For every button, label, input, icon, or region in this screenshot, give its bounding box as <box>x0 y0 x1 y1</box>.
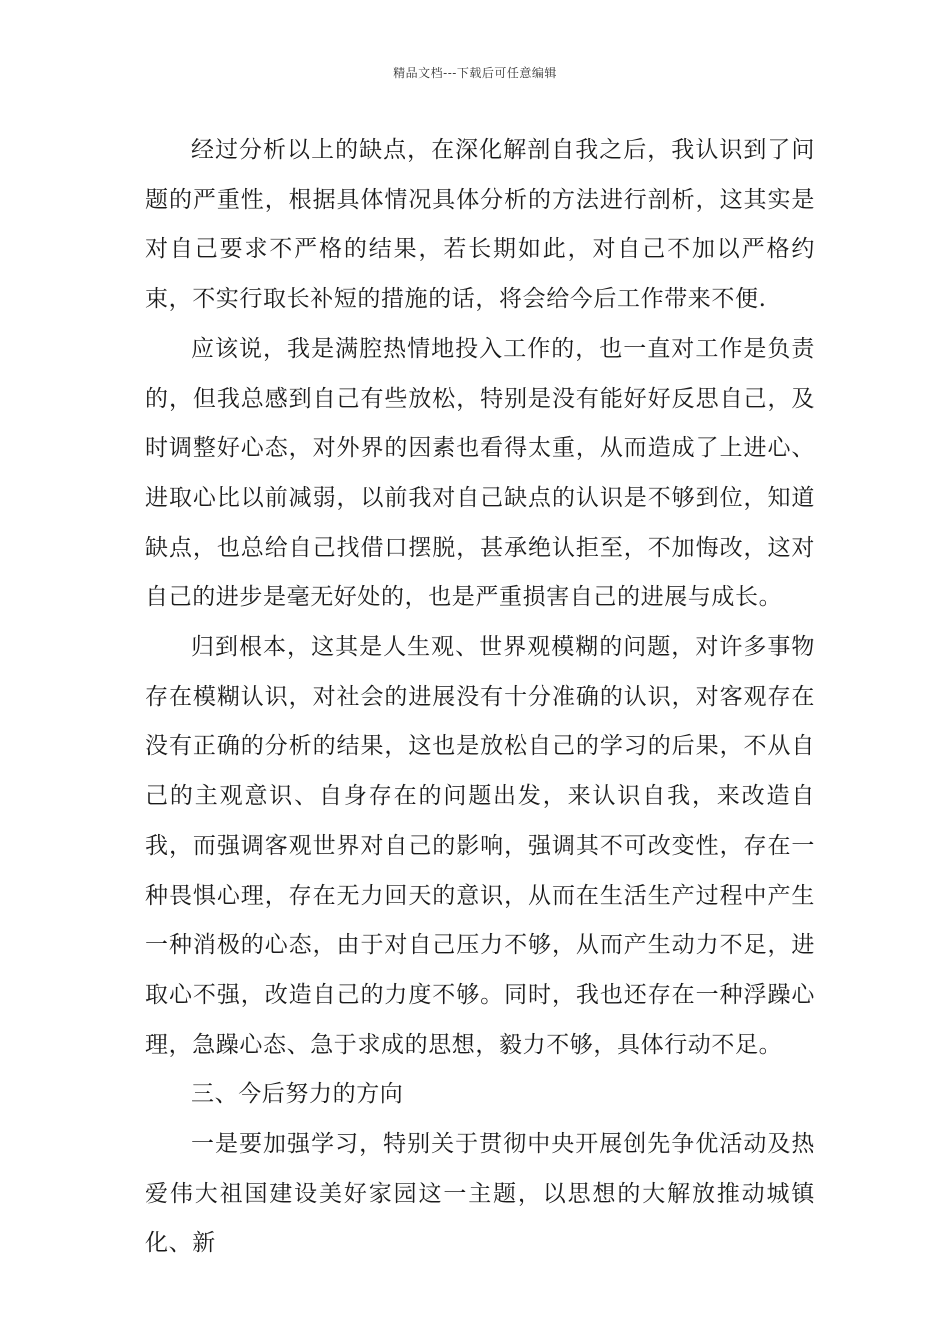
page-header: 精品文档---下载后可任意编辑 <box>393 66 557 80</box>
document-body <box>145 126 815 1269</box>
paragraph-2: 应该说，我是满腔热情地投入工作的，也一直对工作是负责的，但我总感到自己有些放松，特别是没有能好好反思自己，及时调整好心态，对外界的因素也看得太重，从而造成了上进心、进取心比以前减弱，以前我对自己缺点的认识是不够到位，知道缺点，也总给自己找借口摆脱，甚承绝认拒至，不加悔改，这对自己的进步是毫无好处的，也是严重损害自己的进展与成长。 <box>145 335 815 611</box>
paragraph-3: 归到根本，这其是人生观、世界观模糊的问题，对许多事物存在模糊认识，对社会的进展没有十分准确的认识，对客观存在没有正确的分析的结果，这也是放松自己的学习的后果，不从自己的主观意识、自身存在的问题出发，来认识自我，来改造自我，而强调客观世界对自己的影响，强调其不可改变性，存在一种畏惧心理，存在无力回天的意识，从而在生活生产过程中产生一种消极的心态，由于对自己压力不够，从而产生动力不足，进取心不强，改造自己的力度不够。同时，我也还存在一种浮躁心理，急躁心态、急于求成的思想，毅力不够，具体行动不足。 <box>145 634 815 1058</box>
paragraph-4: 一是要加强学习，特别关于贯彻中央开展创先争优活动及热爱伟大祖国建设美好家园这一主题，以思想的大解放推动城镇化、新 <box>145 1131 815 1257</box>
section-heading: 三、今后努力的方向 <box>191 1081 404 1108</box>
paragraph-1: 经过分析以上的缺点，在深化解剖自我之后，我认识到了问题的严重性，根据具体情况具体分析的方法进行剖析，这其实是对自己要求不严格的结果，若长期如此，对自己不加以严格约束，不实行取长补短的措施的话，将会给今后工作带来不便. <box>145 137 815 313</box>
